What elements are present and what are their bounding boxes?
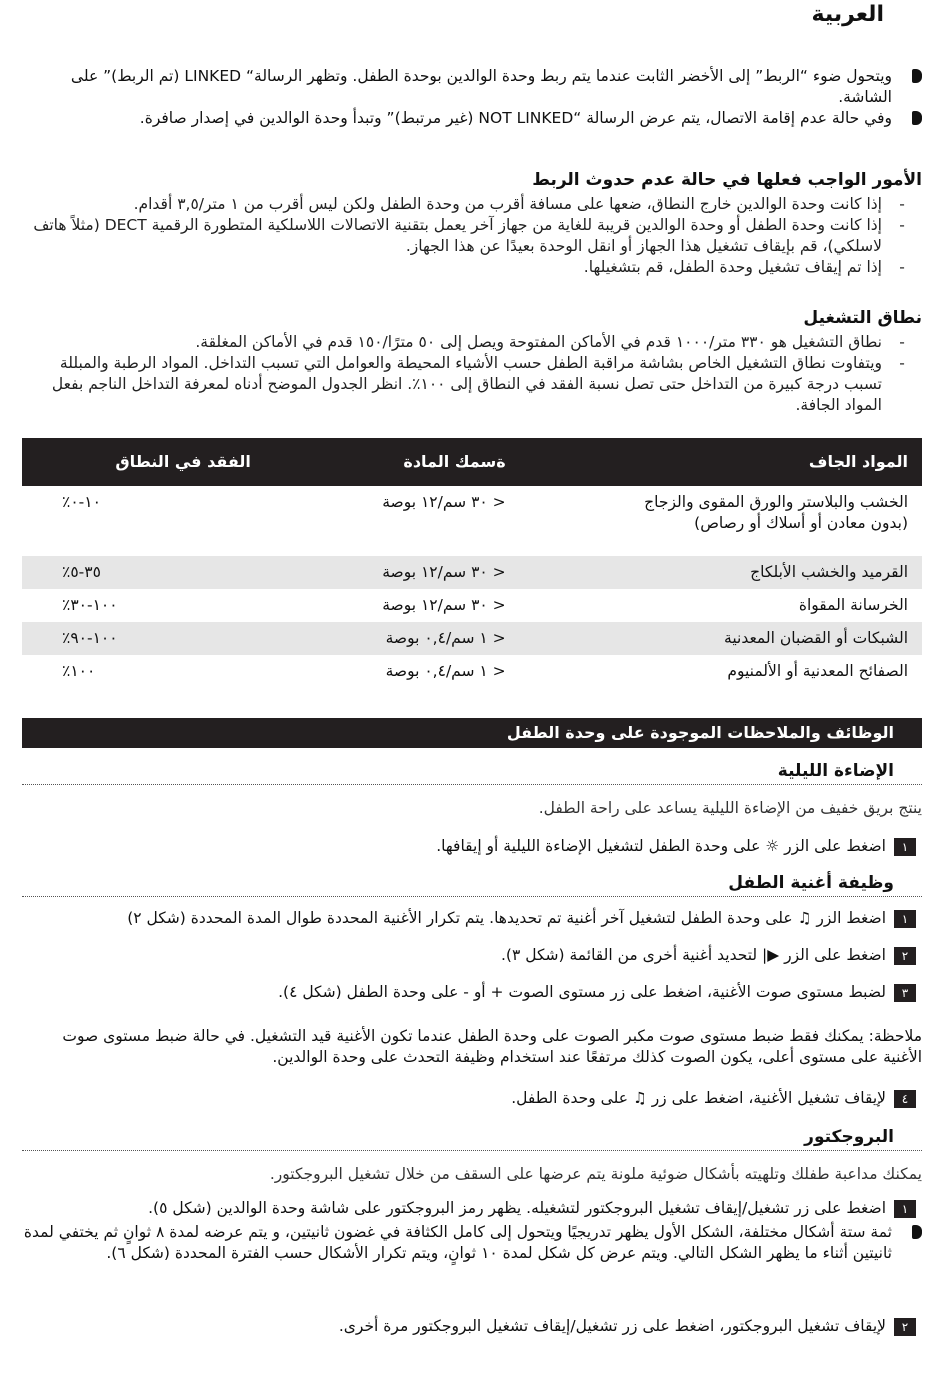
table-cell-loss: ٪١٠٠ (62, 662, 96, 680)
night-light-heading: الإضاءة الليلية (22, 758, 922, 785)
table-cell-material: الصفائح المعدنية أو الألمنيوم (727, 662, 908, 680)
step-item: ١ اضغط الزر ♫ على وحدة الطفل لتشغيل آخر أغنية تم تحديدها. يتم تكرار الأغنية المحددة طوال المدة المحددة (شكل ٢) (22, 908, 922, 929)
table-cell-thickness: < ٣٠ سم/١٢ بوصة (382, 596, 506, 614)
step-item: ٣ لضبط مستوى صوت الأغنية، اضغط على زر مستوى الصوت + أو - على وحدة الطفل (شكل ٤). (22, 982, 922, 1003)
table-row (22, 485, 922, 556)
step-number: ٢ (894, 1318, 916, 1336)
table-cell-loss: ٪٣٥-٥ (22, 556, 311, 589)
table-row (22, 556, 922, 589)
table-cell-material: الخرسانة المقواة (798, 596, 908, 614)
step-number: ١ (894, 838, 916, 856)
bullet-item: ثمة ستة أشكال مختلفة، الشكل الأول يظهر تدريجيًا ويتحول إلى كامل الكثافة في غضون ثانيتين، و يتم عرضه لمدة ٨ ثوانٍ ثم يختفي لمدة ثانيتين أثناء ما يظهر الشكل التالي. ويتم عرض كل شكل لمدة ١٠ ثوانٍ، ويتم تكرار الأشكال حسب الفترة المحددة (شكل ٦). (22, 1222, 922, 1264)
intro-bullets (22, 66, 922, 129)
step-number: ٣ (894, 984, 916, 1002)
range-loss-table (22, 438, 922, 688)
no-link-list (22, 194, 922, 278)
step-number: ٢ (894, 947, 916, 965)
table-cell-thickness: < ٣٠ سم/١٢ بوصة (311, 556, 520, 589)
night-light-description: ينتج بريق خفيف من الإضاءة الليلية يساعد على راحة الطفل. (538, 799, 922, 817)
functions-section-bar: الوظائف والملاحظات الموجودة على وحدة الطفل (22, 718, 922, 748)
projector-step-2 (22, 1316, 922, 1337)
bullet-marker-icon (912, 111, 922, 125)
projector-description: يمكنك مداعبة طفلك وتلهيته بأشكال ضوئية ملونة يتم عرضها على السقف من خلال تشغيل البروجكتور. (269, 1165, 922, 1183)
page-language-title: العربية (811, 2, 884, 27)
column-header-thickness: ةسمك المادة (311, 438, 520, 485)
range-list (22, 332, 922, 416)
table-cell-material: القرميد والخشب الأبلكاج (520, 556, 922, 589)
no-link-heading: الأمور الواجب فعلها في حالة عدم حدوث الربط (532, 170, 922, 190)
lullaby-heading: وظيفة أغنية الطفل (22, 870, 922, 897)
step-number: ١ (894, 910, 916, 928)
list-item: - نطاق التشغيل هو ٣٣٠ متر/١٠٠٠ قدم في الأماكن المفتوحة ويصل إلى ٥٠ مترًا/١٥٠ قدم في الأماكن المغلقة. (195, 333, 905, 351)
table-cell-thickness: < ٣٠ سم/١٢ بوصة (311, 485, 520, 556)
step-number: ٤ (894, 1090, 916, 1108)
lullaby-steps (22, 908, 922, 1003)
projector-step-1 (22, 1198, 922, 1219)
step-item: ٤ لإيقاف تشغيل الأغنية، اضغط على زر ♫ على وحدة الطفل. (22, 1088, 922, 1109)
table-cell-loss: ٪١٠٠-٩٠ (22, 622, 311, 655)
lullaby-note: ملاحظة: يمكنك فقط ضبط مستوى صوت مكبر الصوت على وحدة الطفل عندما تكون الأغنية قيد التشغيل. في حالة ضبط مستوى صوت الأغنية على مستوى أعلى، يكون الصوت كذلك مرتفعًا عند استخدام وظيفة التحدث على وحدة الوالدين. (62, 1027, 922, 1066)
table-cell-thickness: < ١ سم/٠,٤ بوصة (385, 662, 506, 680)
table-cell-material: الشبكات أو القضبان المعدنية (520, 622, 922, 655)
bullet-marker-icon (912, 69, 922, 83)
list-item: - إذا كانت وحدة الطفل أو وحدة الوالدين قريبة للغاية من جهاز آخر يعمل بتقنية الاتصالات اللاسلكية المتطورة الرقمية DECT (مثلاً هاتف لاسلكي)، قم بإيقاف تشغيل هذا الجهاز أو انقل الوحدة بعيدًا عن هذا الجهاز. (33, 216, 905, 255)
step-item: ١ اضغط على زر تشغيل/إيقاف تشغيل البروجكتور لتشغيله. يظهر رمز البروجكتور على شاشة وحدة الوالدين (شكل ٥). (22, 1198, 922, 1219)
column-header-material: المواد الجاف (520, 438, 922, 485)
step-number: ١ (894, 1200, 916, 1218)
projector-bullet (22, 1222, 922, 1264)
list-item: - إذا كانت وحدة الوالدين خارج النطاق، ضعها على مسافة أقرب من وحدة الطفل ولكن ليس أقرب من ١ متر/٣,٥ أقدام. (133, 195, 905, 213)
bullet-item: وفي حالة عدم إقامة الاتصال، يتم عرض الرسالة “NOT LINKED (غير مرتبط)” وتبدأ وحدة الوالدين في إصدار صافرة. (22, 108, 922, 129)
table-cell-loss: ٪١٠-٠ (22, 485, 311, 556)
range-heading: نطاق التشغيل (803, 308, 922, 328)
bullet-marker-icon (912, 1225, 922, 1239)
list-item: - إذا تم إيقاف تشغيل وحدة الطفل، قم بتشغيلها. (583, 258, 905, 276)
table-row (22, 589, 922, 622)
table-cell-loss: ٪١٠٠-٣٠ (62, 596, 118, 614)
list-item: - ويتفاوت نطاق التشغيل الخاص بشاشة مراقبة الطفل حسب الأشياء المحيطة والعوامل التي تسبب التداخل. المواد الرطبة والمبللة تسبب درجة كبيرة من التداخل حتى تصل نسبة الفقد في النطاق إلى ١٠٠٪. انظر الجدول الموضح أدناه لمعرفة التداخل الناجم بفعل المواد الجافة. (51, 354, 905, 414)
table-cell-material: الخشب والبلاستر والورق المقوى والزجاج (بدون معادن أو أسلاك أو رصاص) (520, 485, 922, 556)
night-light-steps (22, 836, 922, 857)
step-item: ٢ لإيقاف تشغيل البروجكتور، اضغط على زر تشغيل/إيقاف تشغيل البروجكتور مرة أخرى. (22, 1316, 922, 1337)
step-item: ٢ اضغط على الزر ▶| لتحديد أغنية أخرى من القائمة (شكل ٣). (22, 945, 922, 966)
lullaby-step-4 (22, 1088, 922, 1109)
table-cell-thickness: < ١ سم/٠,٤ بوصة (311, 622, 520, 655)
projector-heading: البروجكتور (22, 1124, 922, 1151)
table-row (22, 622, 922, 655)
step-item: ١ اضغط على الزر ☼ على وحدة الطفل لتشغيل الإضاءة الليلية أو إيقافها. (22, 836, 922, 857)
table-row (22, 655, 922, 688)
bullet-item: ويتحول ضوء “الربط” إلى الأخضر الثابت عندما يتم ربط وحدة الوالدين بوحدة الطفل. وتظهر الرسالة“ LINKED (تم الربط)” على الشاشة. (22, 66, 922, 108)
column-header-loss: الفقد في النطاق (22, 438, 311, 485)
